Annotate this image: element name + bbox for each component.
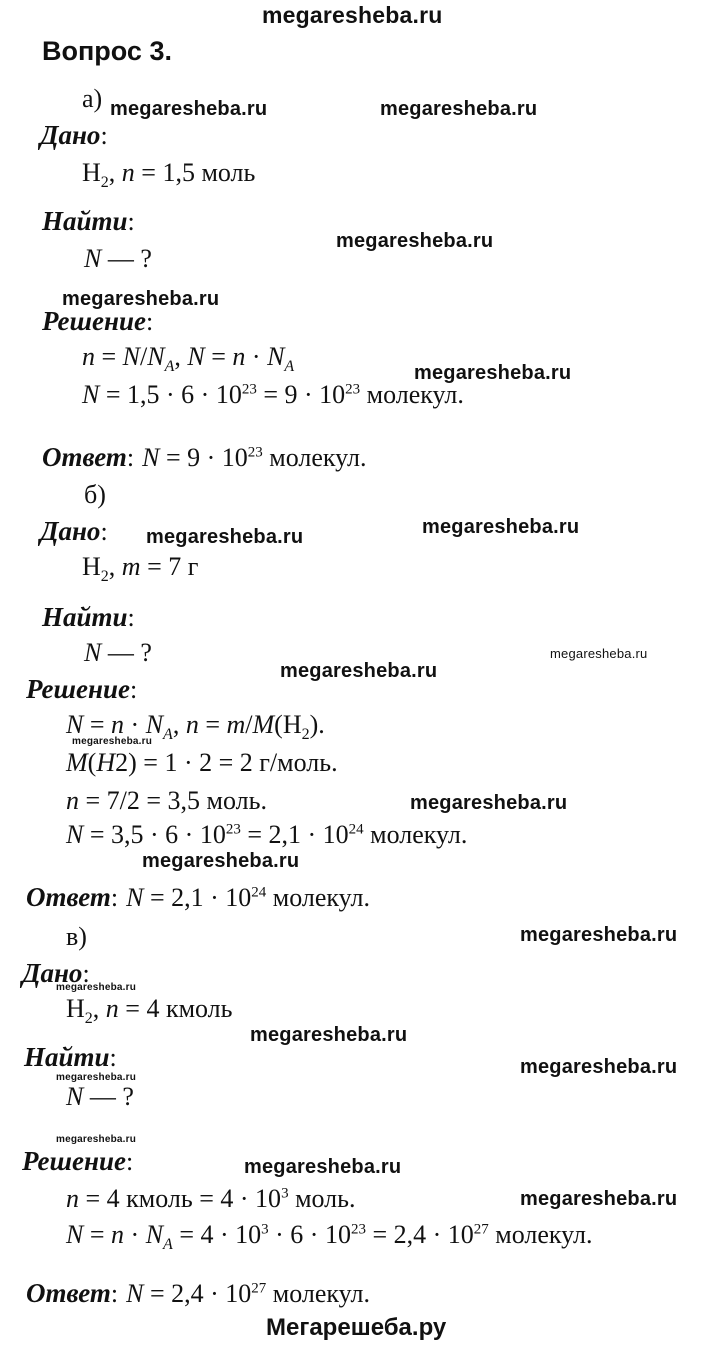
part-b-given-label: Дано: — [40, 516, 108, 546]
watermark: megaresheba.ru — [110, 98, 268, 120]
part-c-find-label: Найти: — [24, 1042, 117, 1072]
part-a-given-label: Дано: — [40, 120, 108, 150]
page-title: Вопрос 3. — [42, 36, 172, 66]
part-b-solution-line-3: n = 7/2 = 3,5 моль. — [66, 786, 267, 815]
part-a-answer: Ответ: $N = 9 \cdot 10^{23}$ молекул. — [42, 442, 367, 472]
part-a-find-label: Найти: — [42, 206, 135, 236]
part-a-given: $H_2$, n = 1,5 моль — [82, 158, 256, 192]
part-c-given: $H_2$, n = 4 кмоль — [66, 994, 233, 1028]
part-c-given-label: Дано: — [22, 958, 90, 988]
part-c-solution-line-1: n = 4 кмоль = $4 \cdot 10^3$ моль. — [66, 1184, 356, 1213]
part-b-find-label: Найти: — [42, 602, 135, 632]
part-c-marker: в) — [66, 922, 87, 951]
header-watermark: megaresheba.ru — [262, 2, 443, 28]
part-b-solution-line-1: $N = n \cdot N_A$, $n = m/M(H_2)$. — [66, 710, 325, 744]
watermark: megaresheba.ru — [250, 1024, 408, 1046]
part-a-solution-line-2: $N = 1,5 \cdot 6 \cdot 10^{23} = 9 \cdot 10^{23}$ молекул. — [82, 380, 464, 409]
part-c-find: N — ? — [66, 1082, 134, 1111]
footer-brand: Мегарешеба.ру — [266, 1314, 447, 1341]
part-c-solution-line-2: $N = n \cdot N_A = 4 \cdot 10^3 \cdot 6 \cdot 10^{23} = 2,4 \cdot 10^{27}$ молекул. — [66, 1220, 593, 1254]
watermark: megaresheba.ru — [410, 792, 568, 814]
part-a-find: N — ? — [84, 244, 152, 273]
part-b-marker: б) — [84, 480, 106, 509]
part-b-solution-line-4: $N = 3,5 \cdot 6 \cdot 10^{23} = 2,1 \cdot 10^{24}$ молекул. — [66, 820, 468, 849]
watermark: megaresheba.ru — [72, 736, 153, 747]
watermark: megaresheba.ru — [62, 288, 220, 310]
watermark: megaresheba.ru — [520, 924, 678, 946]
part-c-answer: Ответ: $N = 2,4 \cdot 10^{27}$ молекул. — [26, 1278, 371, 1308]
watermark: megaresheba.ru — [422, 516, 580, 538]
part-b-find: N — ? — [84, 638, 152, 667]
part-a-solution-line-1: $n = N/N_A$, $N = n \cdot N_A$ — [82, 342, 295, 376]
watermark: megaresheba.ru — [56, 982, 137, 993]
watermark: megaresheba.ru — [336, 230, 494, 252]
watermark: megaresheba.ru — [414, 362, 572, 384]
watermark: megaresheba.ru — [520, 1056, 678, 1078]
watermark: megaresheba.ru — [520, 1188, 678, 1210]
part-b-given: $H_2$, m = 7 г — [82, 552, 199, 586]
part-c-solution-label: Решение: — [22, 1146, 134, 1176]
watermark: megaresheba.ru — [56, 1072, 137, 1083]
watermark: megaresheba.ru — [380, 98, 538, 120]
watermark: megaresheba.ru — [550, 646, 648, 661]
watermark: megaresheba.ru — [146, 526, 304, 548]
part-a-marker: а) — [82, 84, 103, 113]
part-b-solution-label: Решение: — [26, 674, 138, 704]
watermark: megaresheba.ru — [244, 1156, 402, 1178]
watermark: megaresheba.ru — [280, 660, 438, 682]
watermark: megaresheba.ru — [56, 1134, 137, 1145]
part-b-solution-line-2: M(H2) = 1 · 2 = 2 г/моль. — [66, 748, 338, 777]
watermark: megaresheba.ru — [142, 850, 300, 872]
part-b-answer: Ответ: $N = 2,1 \cdot 10^{24}$ молекул. — [26, 882, 371, 912]
part-a-solution-label: Решение: — [42, 306, 154, 336]
